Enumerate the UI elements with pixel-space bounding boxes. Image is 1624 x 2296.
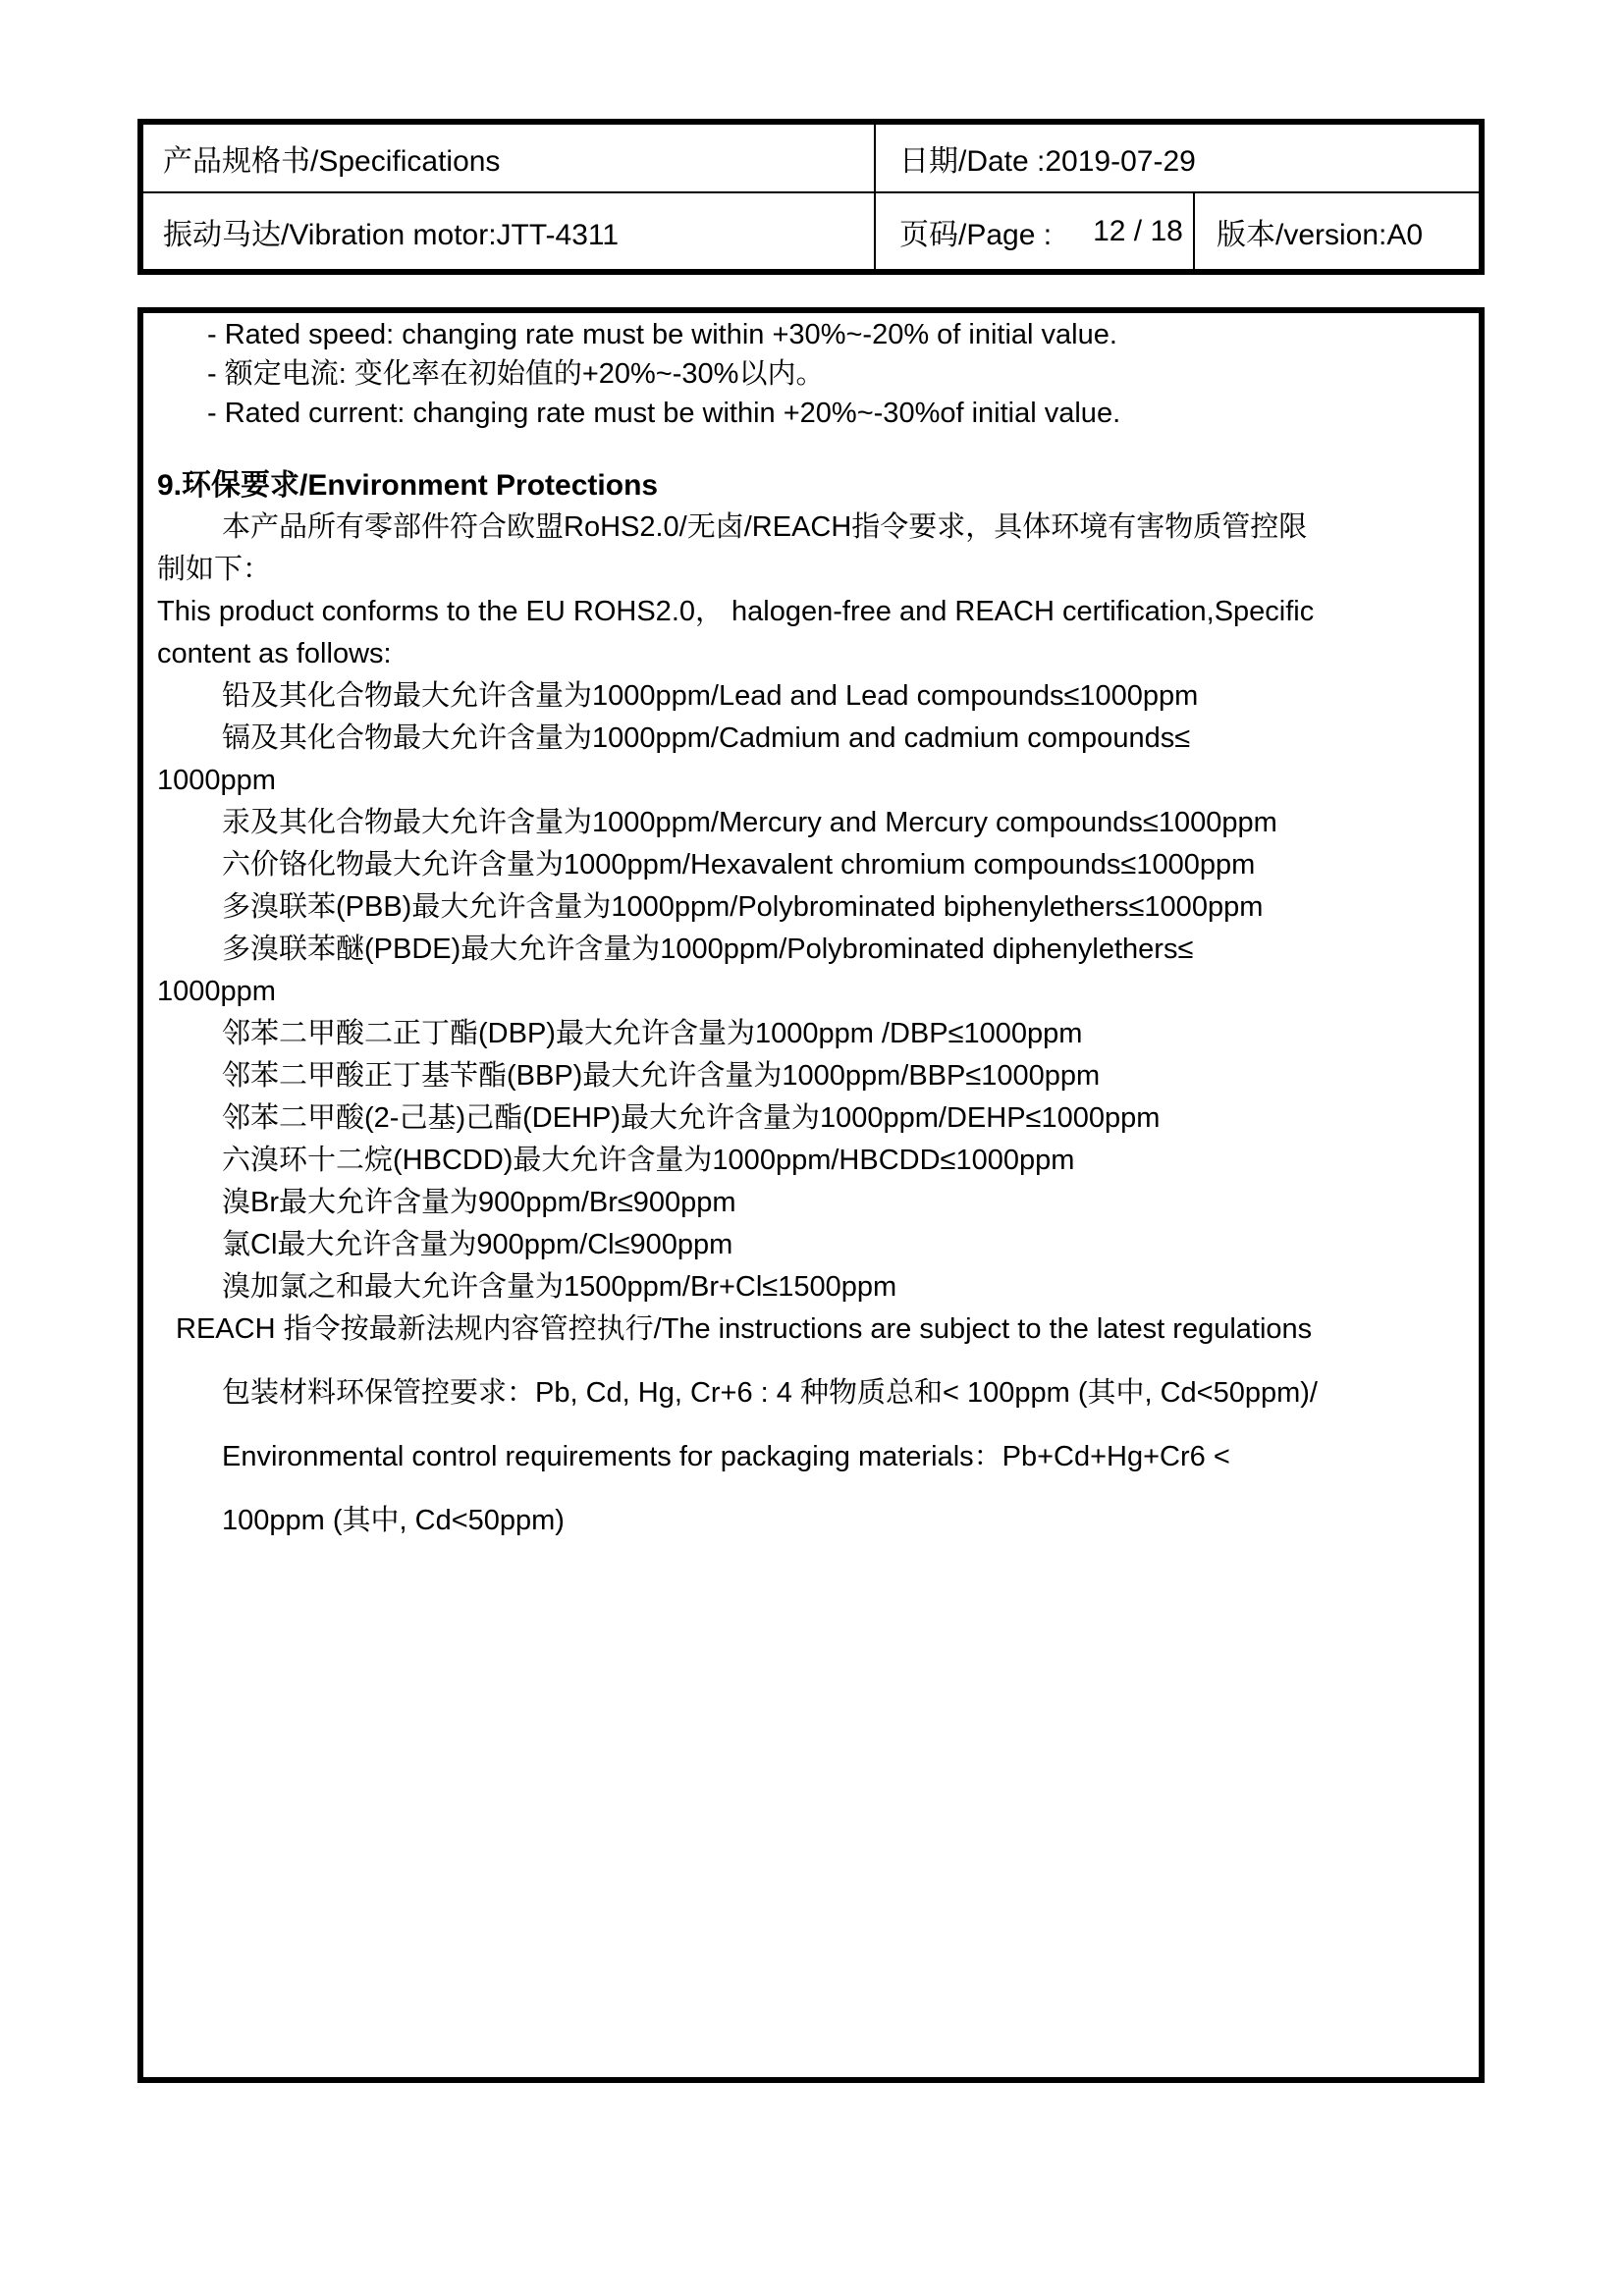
limit-hexavalent-chromium: 六价铬化物最大允许含量为1000ppm/Hexavalent chromium compounds≤1000ppm [222,849,1256,881]
para-rohs-en-2: content as follows: [157,638,392,669]
limit-dbp: 邻苯二甲酸二正丁酯(DBP)最大允许含量为1000ppm /DBP≤1000ppm [222,1018,1083,1049]
page-cell [874,193,1193,269]
date-cell [874,125,1479,191]
motor-title: 振动马达/Vibration motor:JTT-4311 [163,218,620,251]
line-packaging-requirements-cn: 包装材料环保管控要求：Pb, Cd, Hg, Cr+6 : 4 种物质总和< 100ppm (其中, Cd<50ppm)/ [222,1377,1318,1409]
doc-title-cell [143,125,874,191]
limit-bbp: 邻苯二甲酸正丁基苄酯(BBP)最大允许含量为1000ppm/BBP≤1000ppm [222,1060,1101,1092]
limit-pbb: 多溴联苯(PBB)最大允许含量为1000ppm/Polybrominated biphenylethers≤1000ppm [222,891,1264,923]
para-rohs-cn-2: 制如下： [157,554,272,585]
section-title-environment-protections: 9.环保要求/Environment Protections [157,469,659,502]
date-value: 日期/Date :2019-07-29 [899,145,1196,178]
header-row-1 [143,125,1479,193]
line-rated-speed: - Rated speed: changing rate must be within +30%~-20% of initial value. [207,319,1117,350]
limit-dehp: 邻苯二甲酸(2-己基)己酯(DEHP)最大允许含量为1000ppm/DEHP≤1000ppm [222,1102,1161,1134]
para-rohs-en-1: This product conforms to the EU ROHS2.0， halogen-free and REACH certification,Specific [157,596,1315,627]
doc-title: 产品规格书/Specifications [163,145,501,178]
line-packaging-requirements-en: Environmental control requirements for packaging materials：Pb+Cd+Hg+Cr6 < [222,1441,1230,1472]
limit-hbcdd: 六溴环十二烷(HBCDD)最大允许含量为1000ppm/HBCDD≤1000ppm [222,1145,1075,1176]
page-number: 12 / 18 [1093,214,1183,247]
version-cell [1193,193,1479,269]
limit-cadmium: 镉及其化合物最大允许含量为1000ppm/Cadmium and cadmium compounds≤ [222,722,1191,754]
motor-title-cell [143,193,874,269]
limit-cadmium-wrap: 1000ppm [157,765,276,796]
limit-chlorine: 氯Cl最大允许含量为900ppm/Cl≤900ppm [222,1229,733,1260]
line-reach-regulation: REACH 指令按最新法规内容管控执行/The instructions are subject to the latest regulations [176,1313,1313,1345]
limit-pbde-wrap: 1000ppm [157,976,276,1007]
line-rated-current-en: - Rated current: changing rate must be within +20%~-30%of initial value. [207,398,1121,429]
limit-bromine-plus-chlorine: 溴加氯之和最大允许含量为1500ppm/Br+Cl≤1500ppm [222,1271,897,1303]
page-label: 页码/Page : [899,218,1053,251]
limit-lead: 铅及其化合物最大允许含量为1000ppm/Lead and Lead compounds≤1000ppm [222,680,1199,712]
para-rohs-cn-1: 本产品所有零部件符合欧盟RoHS2.0/无卤/REACH指令要求，具体环境有害物质管控限 [222,511,1308,543]
line-rated-current-cn: - 额定电流: 变化率在初始值的+20%~-30%以内。 [207,358,825,390]
limit-pbde: 多溴联苯醚(PBDE)最大允许含量为1000ppm/Polybrominated diphenylethers≤ [222,934,1194,965]
line-packaging-requirements-en-wrap: 100ppm (其中, Cd<50ppm) [222,1505,565,1536]
limit-bromine: 溴Br最大允许含量为900ppm/Br≤900ppm [222,1187,736,1218]
limit-mercury: 汞及其化合物最大允许含量为1000ppm/Mercury and Mercury compounds≤1000ppm [222,807,1277,838]
header-table [137,119,1485,275]
content-box [137,307,1485,2083]
version-value: 版本/version:A0 [1217,218,1424,251]
header-row-2 [143,193,1479,269]
